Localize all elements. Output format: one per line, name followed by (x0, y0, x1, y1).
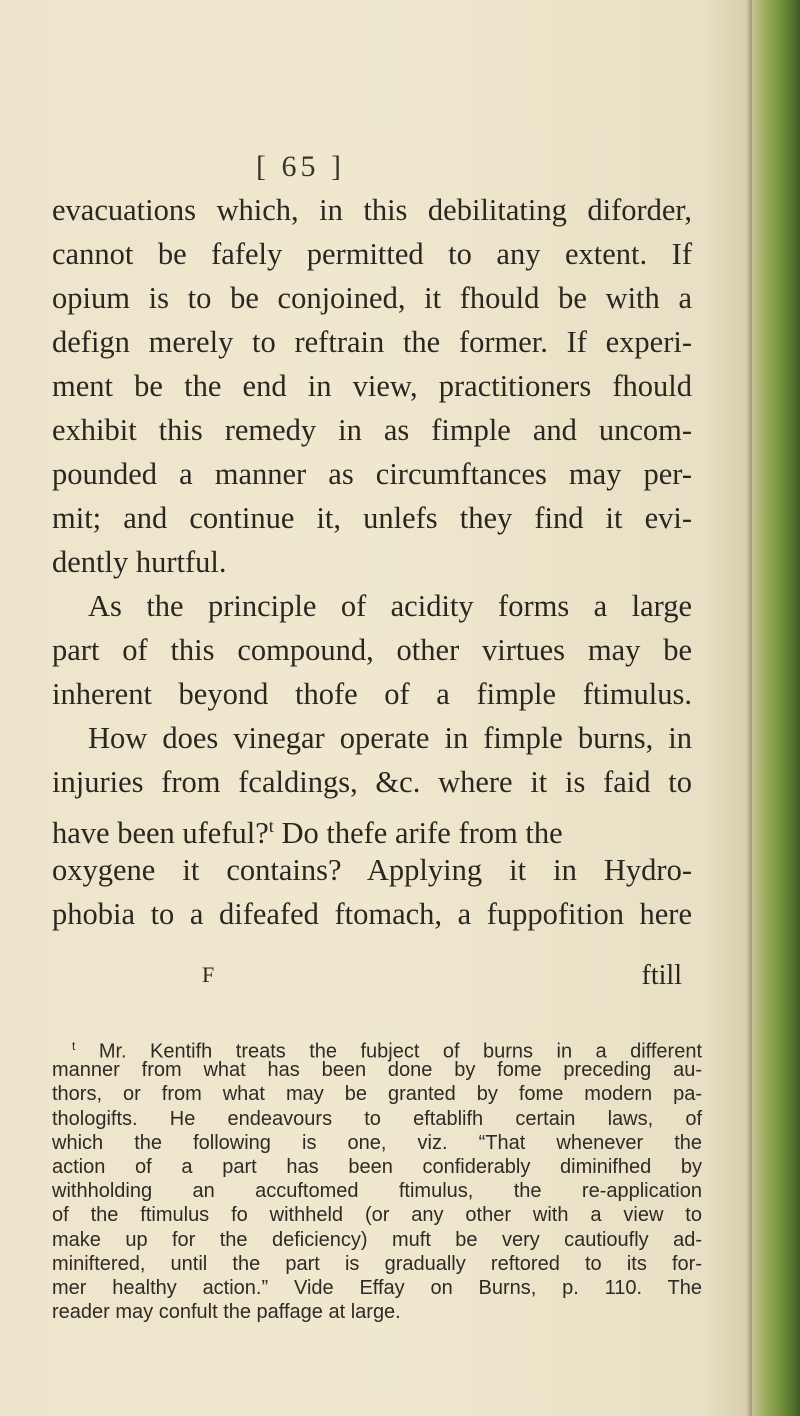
text-line: mit; and continue it, unlefs they find it evi- (52, 501, 692, 535)
footnote-line: thologifts. He endeavours to eftablifh certain laws, of (52, 1107, 702, 1130)
text-line: cannot be fafely permitted to any extent. If (52, 237, 692, 271)
footnote-line: withholding an accuftomed ftimulus, the re-application (52, 1180, 702, 1203)
footnote-line: which the following is one, viz. “That whenever the (52, 1131, 702, 1154)
footnote-line: miniftered, until the part is gradually reftored to its for- (52, 1252, 702, 1275)
footnote-line: manner from what has been done by fome preceding au- (52, 1059, 702, 1082)
text-line: opium is to be conjoined, it fhould be with a (52, 281, 692, 315)
footnote-line: make up for the deficiency) muft be very cautioufly ad- (52, 1228, 702, 1251)
text-line: phobia to a difeafed ftomach, a fuppofition here (52, 897, 692, 931)
text-line: exhibit this remedy in as fimple and uncom- (52, 413, 692, 447)
text-line: evacuations which, in this debilitating diforder, (52, 193, 692, 227)
text-line-with-footnote-ref (52, 804, 692, 851)
footnote-marker: t (72, 1039, 76, 1053)
footnote-line: of the ftimulus fo withheld (or any other with a view to (52, 1204, 702, 1227)
text-line: ment be the end in view, practitioners fhould (52, 369, 692, 403)
page-number-header: [ 65 ] (256, 150, 345, 183)
text-line: inherent beyond thofe of a fimple ftimulus. (52, 677, 692, 711)
text-fragment: have been ufeful? (52, 816, 269, 851)
text-line: injuries from fcaldings, &c. where it is faid to (52, 765, 692, 799)
text-line: How does vinegar operate in fimple burns, in (88, 721, 692, 755)
catch-line (52, 960, 692, 1000)
text-line: dently hurtful. (52, 545, 227, 579)
green-book-binding (752, 0, 800, 1416)
text-fragment: Mr. Kentifh treats the fubject of burns in a different (98, 1040, 702, 1063)
footnote (52, 1034, 702, 1324)
footnote-line: action of a part has been confiderably diminifhed by (52, 1155, 702, 1178)
main-text (52, 188, 692, 936)
footnote-line (52, 1034, 702, 1063)
footnote-reference: t (268, 816, 274, 836)
text-line: defign merely to reftrain the former. If experi- (52, 325, 692, 359)
footnote-line: reader may confult the paffage at large. (52, 1301, 401, 1324)
footnote-line: mer healthy action.” Vide Effay on Burns, p. 110. The (52, 1276, 702, 1299)
text-fragment: Do thefe arife from the (273, 816, 563, 851)
catchword: ftill (641, 960, 682, 991)
text-line: As the principle of acidity forms a large (88, 589, 692, 623)
text-line: pounded a manner as circumftances may per- (52, 457, 692, 491)
text-line: oxygene it contains? Applying it in Hydro- (52, 853, 692, 887)
text-line: part of this compound, other virtues may be (52, 633, 692, 667)
signature-mark: F (202, 962, 215, 987)
footnote-line: thors, or from what may be granted by fome modern pa- (52, 1083, 702, 1106)
